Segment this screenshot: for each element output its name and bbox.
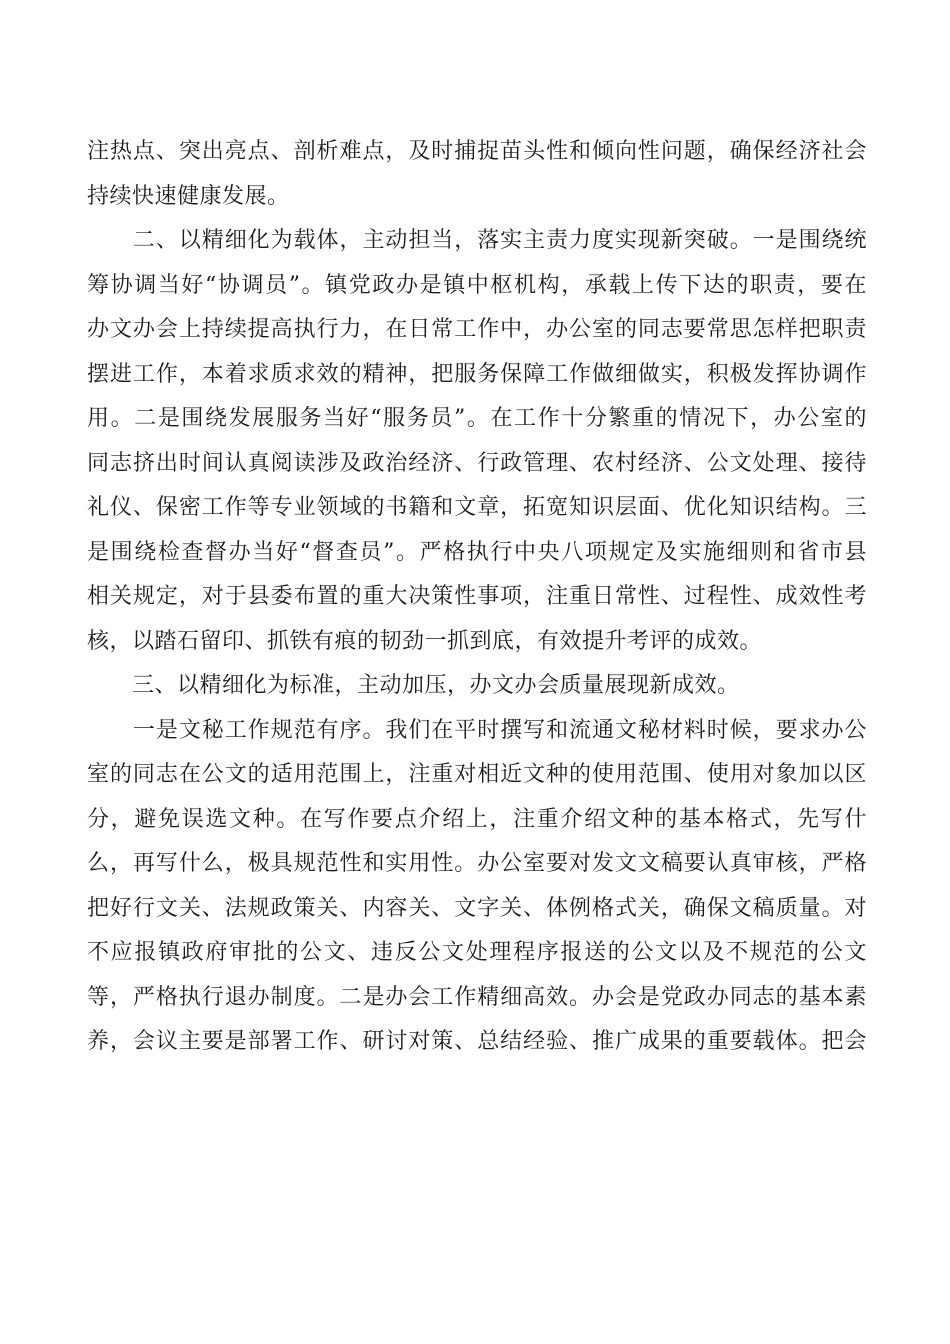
text-line: 摆进工作，本着求质求效的精神，把服务保障工作做细做实，积极发挥协调作: [87, 361, 867, 387]
text-line: 二、以精细化为载体，主动担当，落实主责力度实现新突破。一是围绕统: [87, 228, 867, 253]
text-line: 用。二是围绕发展服务当好“服务员”。在工作十分繁重的情况下，办公室的: [87, 406, 867, 431]
text-line: 一是文秘工作规范有序。我们在平时撰写和流通文秘材料时候，要求办公: [87, 717, 867, 743]
text-line: 么，再写什么，极具规范性和实用性。办公室要对发文文稿要认真审核，严格: [87, 851, 867, 876]
text-line: 把好行文关、法规政策关、内容关、文字关、体例格式关，确保文稿质量。对: [87, 895, 867, 921]
text-line: 核，以踏石留印、抓铁有痕的韧劲一抓到底，有效提升考评的成效。: [87, 628, 763, 654]
text-line: 等，严格执行退办制度。二是办会工作精细高效。办会是党政办同志的基本素: [87, 984, 867, 1010]
text-line: 办文办会上持续提高执行力，在日常工作中，办公室的同志要常思怎样把职责: [87, 317, 867, 342]
text-line: 室的同志在公文的适用范围上，注重对相近文种的使用范围、使用对象加以区: [87, 762, 867, 787]
text-line: 礼仪、保密工作等专业领域的书籍和文章，拓宽知识层面、优化知识结构。三: [87, 495, 867, 520]
text-line: 是围绕检查督办当好“督查员”。严格执行中央八项规定及实施细则和省市县: [87, 539, 867, 565]
text-line: 相关规定，对于县委布置的重大决策性事项，注重日常性、过程性、成效性考: [87, 584, 867, 609]
text-line: 三、以精细化为标准，主动加压，办文办会质量展现新成效。: [87, 673, 740, 698]
text-line: 注热点、突出亮点、剖析难点，及时捕捉苗头性和倾向性问题，确保经济社会: [87, 139, 867, 164]
text-line: 分，避免误选文种。在写作要点介绍上，注重介绍文种的基本格式，先写什: [87, 806, 867, 832]
text-line: 筹协调当好“协调员”。镇党政办是镇中枢机构，承载上传下达的职责，要在: [87, 272, 867, 298]
text-line: 养，会议主要是部署工作、研讨对策、总结经验、推广成果的重要载体。把会: [87, 1029, 867, 1054]
document-body: [87, 130, 867, 1065]
text-line: 持续快速健康发展。: [87, 183, 290, 209]
text-line: 同志挤出时间认真阅读涉及政治经济、行政管理、农村经济、公文处理、接待: [87, 450, 867, 476]
text-line: 不应报镇政府审批的公文、违反公文处理程序报送的公文以及不规范的公文: [87, 940, 867, 965]
